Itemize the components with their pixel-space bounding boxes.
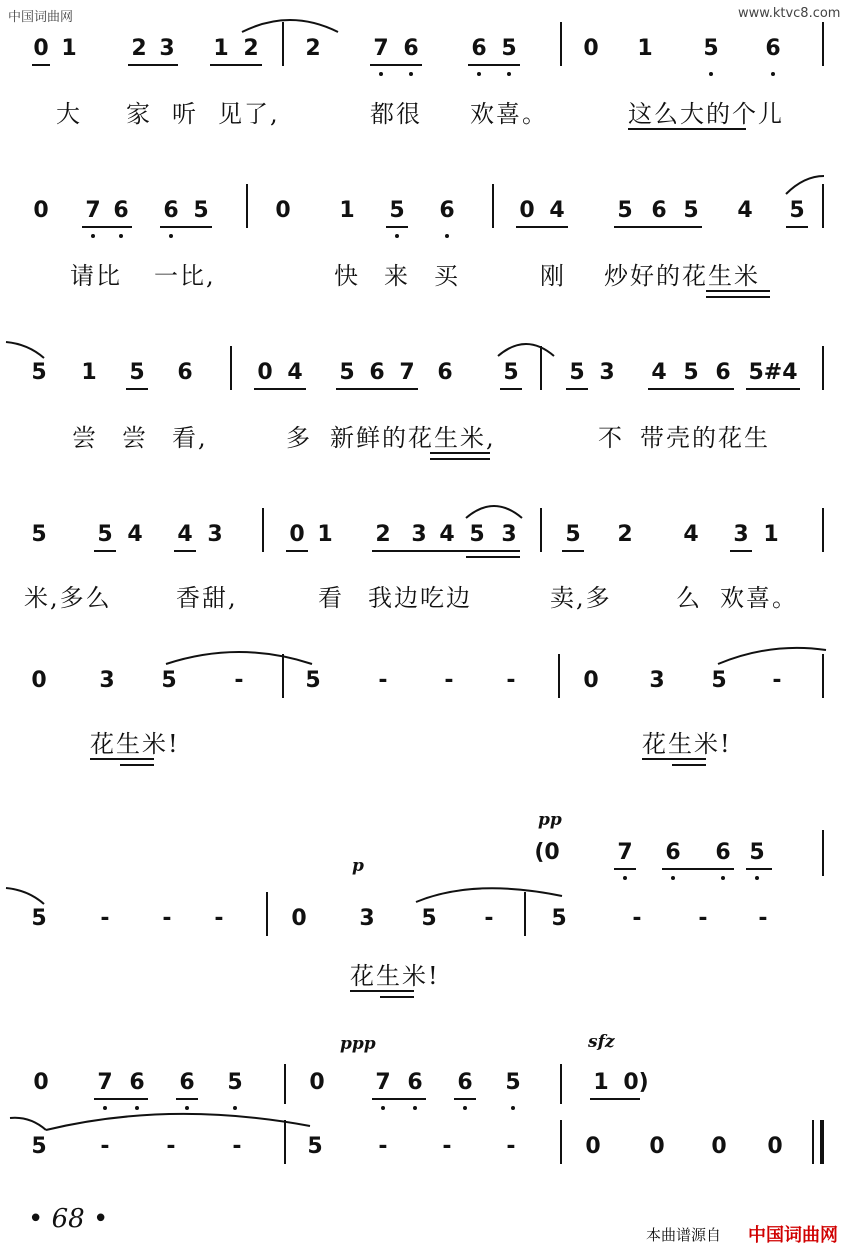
- beam: [730, 550, 752, 552]
- note: 7: [373, 36, 389, 61]
- lyric: 快: [334, 262, 360, 290]
- note: 6: [457, 1070, 473, 1095]
- dynamic-mark: p: [352, 856, 364, 876]
- note: 0: [649, 1134, 665, 1159]
- note: 3: [733, 522, 749, 547]
- note: 2: [243, 36, 259, 61]
- lyric: 不: [598, 424, 624, 452]
- beam: [648, 388, 734, 390]
- lyric: 大: [56, 100, 82, 128]
- lyrics-row-3: [0, 418, 850, 458]
- lyric-underline: [430, 452, 490, 454]
- barline: [246, 184, 248, 228]
- note: 4: [683, 522, 699, 547]
- slur: [784, 176, 824, 196]
- slur: [496, 338, 556, 358]
- notes-row-3: [0, 360, 850, 400]
- note: 5: [565, 522, 581, 547]
- note: -: [378, 668, 388, 693]
- lyric: 听: [172, 100, 198, 128]
- octave-dot: [379, 72, 383, 76]
- lyric: 带壳的花生: [640, 424, 770, 452]
- note: 2: [305, 36, 321, 61]
- lyric: 多: [286, 424, 312, 452]
- watermark-right: www.ktvc8.com: [738, 6, 841, 21]
- lyric: 刚: [540, 262, 566, 290]
- note: 3: [649, 668, 665, 693]
- barline: [822, 346, 824, 390]
- octave-dot: [623, 876, 627, 880]
- slur: [164, 646, 314, 666]
- note: 6: [407, 1070, 423, 1095]
- note: 5: [501, 36, 517, 61]
- note: 4: [127, 522, 143, 547]
- dynamic-mark: sfz: [588, 1032, 615, 1052]
- notes-row-2: [0, 198, 850, 238]
- note: 0: [767, 1134, 783, 1159]
- slur: [6, 340, 46, 360]
- lyric: 我边吃边: [368, 584, 472, 612]
- lyric: 米,多么: [24, 584, 112, 612]
- note: 6: [715, 840, 731, 865]
- note: 5: [31, 906, 47, 931]
- lyric-underline: [706, 296, 770, 298]
- note: 5: [31, 360, 47, 385]
- lyric: 卖,多: [550, 584, 612, 612]
- lyrics-row-6: [0, 956, 850, 996]
- beam: [372, 550, 520, 552]
- octave-dot: [169, 234, 173, 238]
- note: 0: [711, 1134, 727, 1159]
- lyric: 花生米!: [350, 962, 440, 990]
- note: 0: [289, 522, 305, 547]
- note: 3: [359, 906, 375, 931]
- note: 0: [257, 360, 273, 385]
- lyric: 香甜,: [176, 584, 238, 612]
- lyrics-row-1: [0, 94, 850, 134]
- lyric: 新鲜的花生米,: [330, 424, 496, 452]
- beam: [746, 388, 800, 390]
- note: 7: [399, 360, 415, 385]
- source-site: 中国词曲网: [748, 1225, 838, 1246]
- note: 4: [287, 360, 303, 385]
- final-barline-thin: [812, 1120, 814, 1164]
- octave-dot: [511, 1106, 515, 1110]
- note: 2: [131, 36, 147, 61]
- lyric-underline: [672, 764, 706, 766]
- beam: [562, 550, 584, 552]
- note: -: [100, 1134, 110, 1159]
- beam: [466, 556, 520, 558]
- note: 5: [617, 198, 633, 223]
- note: -: [232, 1134, 242, 1159]
- beam: [82, 226, 132, 228]
- note: 1: [339, 198, 355, 223]
- lyric-underline: [430, 458, 490, 460]
- note: 6: [765, 36, 781, 61]
- lyrics-row-2: [0, 256, 850, 296]
- beam: [128, 64, 178, 66]
- note: 5: [389, 198, 405, 223]
- lyric: 炒好的花生米: [604, 262, 760, 290]
- note: 5: [129, 360, 145, 385]
- barline: [540, 508, 542, 552]
- note: -: [214, 906, 224, 931]
- note: -: [378, 1134, 388, 1159]
- note: 1: [317, 522, 333, 547]
- lyric-underline: [628, 128, 746, 130]
- note: 5: [307, 1134, 323, 1159]
- note: 5: [749, 840, 765, 865]
- note: 5: [711, 668, 727, 693]
- note: 6: [369, 360, 385, 385]
- octave-dot: [381, 1106, 385, 1110]
- note: 3: [99, 668, 115, 693]
- lyric-underline: [120, 764, 154, 766]
- lyric-underline: [642, 758, 706, 760]
- source-label: 本曲谱源自: [646, 1226, 722, 1244]
- note: -: [444, 668, 454, 693]
- octave-dot: [413, 1106, 417, 1110]
- lyric: 一比,: [154, 262, 216, 290]
- lyric: 买: [434, 262, 460, 290]
- note: (0: [534, 840, 560, 865]
- barline: [266, 892, 268, 936]
- lyric-underline: [350, 990, 414, 992]
- note: 5: [31, 1134, 47, 1159]
- barline: [558, 654, 560, 698]
- beam: [254, 388, 306, 390]
- note: 6: [437, 360, 453, 385]
- note: 5: [505, 1070, 521, 1095]
- note: 0): [623, 1070, 649, 1095]
- watermark-left: 中国词曲网: [8, 10, 74, 25]
- lyric: 花生米!: [642, 730, 732, 758]
- note: -: [758, 906, 768, 931]
- note: 5: [339, 360, 355, 385]
- beam: [174, 550, 196, 552]
- lyric: 都很: [370, 100, 422, 128]
- lyric: 欢喜。: [720, 584, 798, 612]
- note: 0: [583, 36, 599, 61]
- barline: [560, 1120, 562, 1164]
- lyric-underline: [706, 290, 770, 292]
- beam: [210, 64, 262, 66]
- note: 3: [411, 522, 427, 547]
- note: 5#4: [748, 360, 798, 385]
- note: 6: [665, 840, 681, 865]
- note: 6: [715, 360, 731, 385]
- note: 5: [227, 1070, 243, 1095]
- note: 7: [617, 840, 633, 865]
- note: -: [442, 1134, 452, 1159]
- note: -: [506, 1134, 516, 1159]
- note: 7: [85, 198, 101, 223]
- note: 6: [163, 198, 179, 223]
- octave-dot: [477, 72, 481, 76]
- barline: [822, 508, 824, 552]
- notes-row-4: [0, 522, 850, 562]
- note: -: [100, 906, 110, 931]
- octave-dot: [119, 234, 123, 238]
- note: 0: [309, 1070, 325, 1095]
- note: -: [506, 668, 516, 693]
- beam: [126, 388, 148, 390]
- lyric: 欢喜。: [470, 100, 548, 128]
- note: -: [162, 906, 172, 931]
- upper-voice-row-6: [0, 840, 850, 880]
- note: 7: [375, 1070, 391, 1095]
- octave-dot: [671, 876, 675, 880]
- note: 4: [651, 360, 667, 385]
- beam: [336, 388, 418, 390]
- note: 3: [599, 360, 615, 385]
- note: 6: [651, 198, 667, 223]
- beam: [160, 226, 212, 228]
- notes-row-7: [0, 1134, 850, 1174]
- octave-dot: [709, 72, 713, 76]
- lyrics-row-4: [0, 578, 850, 618]
- note: 1: [637, 36, 653, 61]
- lyric: 么: [676, 584, 702, 612]
- beam: [94, 550, 116, 552]
- beam: [386, 226, 408, 228]
- lyric: 尝: [122, 424, 148, 452]
- note: -: [484, 906, 494, 931]
- slur: [240, 14, 340, 34]
- octave-dot: [721, 876, 725, 880]
- note: 4: [177, 522, 193, 547]
- note: 0: [585, 1134, 601, 1159]
- note: 4: [737, 198, 753, 223]
- lyric-underline: [380, 996, 414, 998]
- note: 5: [503, 360, 519, 385]
- slur: [414, 884, 564, 904]
- octave-dot: [771, 72, 775, 76]
- note: 5: [683, 360, 699, 385]
- note: 5: [97, 522, 113, 547]
- note: 6: [179, 1070, 195, 1095]
- note: 1: [213, 36, 229, 61]
- note: 0: [33, 1070, 49, 1095]
- note: 6: [439, 198, 455, 223]
- note: 0: [33, 36, 49, 61]
- note: 4: [549, 198, 565, 223]
- note: 6: [403, 36, 419, 61]
- note: -: [234, 668, 244, 693]
- barline: [560, 22, 562, 66]
- lyric: 看,: [172, 424, 208, 452]
- barline: [822, 22, 824, 66]
- barline: [262, 508, 264, 552]
- note: 6: [113, 198, 129, 223]
- beam: [468, 64, 520, 66]
- note: -: [166, 1134, 176, 1159]
- lyric: 看: [318, 584, 344, 612]
- note: 2: [617, 522, 633, 547]
- barline: [492, 184, 494, 228]
- octave-dot: [445, 234, 449, 238]
- lyric: 来: [384, 262, 410, 290]
- beam: [786, 226, 808, 228]
- upper-voice-row-7: [0, 1070, 850, 1110]
- note: 6: [129, 1070, 145, 1095]
- final-barline-thick: [820, 1120, 824, 1164]
- note: 5: [161, 668, 177, 693]
- note: 1: [593, 1070, 609, 1095]
- note: 0: [519, 198, 535, 223]
- note: -: [632, 906, 642, 931]
- beam: [566, 388, 588, 390]
- dynamic-mark: pp: [538, 810, 562, 830]
- beam: [746, 868, 772, 870]
- barline: [560, 1064, 562, 1104]
- slur: [464, 500, 524, 520]
- note: 5: [683, 198, 699, 223]
- note: 0: [275, 198, 291, 223]
- barline: [284, 1064, 286, 1104]
- octave-dot: [91, 234, 95, 238]
- lyric: 家: [126, 100, 152, 128]
- beam: [590, 1098, 640, 1100]
- octave-dot: [507, 72, 511, 76]
- note: 7: [97, 1070, 113, 1095]
- note: 1: [81, 360, 97, 385]
- barline: [230, 346, 232, 390]
- lyric: 请比: [70, 262, 122, 290]
- notes-row-6: [0, 906, 850, 946]
- slur: [716, 646, 826, 666]
- note: 0: [583, 668, 599, 693]
- slur: [6, 886, 46, 906]
- beam: [662, 868, 734, 870]
- note: 5: [789, 198, 805, 223]
- barline: [822, 830, 824, 876]
- notes-row-5: [0, 668, 850, 708]
- note: 5: [305, 668, 321, 693]
- note: 5: [703, 36, 719, 61]
- lyric: 见了,: [218, 100, 280, 128]
- note: 3: [159, 36, 175, 61]
- beam: [370, 64, 422, 66]
- lyric-underline: [90, 758, 154, 760]
- octave-dot: [395, 234, 399, 238]
- lyric: 这么大的个儿: [628, 100, 784, 128]
- notes-row-1: [0, 36, 850, 76]
- slur: [10, 1110, 310, 1134]
- note: 6: [471, 36, 487, 61]
- note: 5: [193, 198, 209, 223]
- barline: [284, 1120, 286, 1164]
- beam: [454, 1098, 476, 1100]
- note: 5: [31, 522, 47, 547]
- beam: [614, 868, 636, 870]
- note: 5: [569, 360, 585, 385]
- dynamic-mark: ppp: [340, 1034, 376, 1054]
- note: 5: [421, 906, 437, 931]
- beam: [372, 1098, 426, 1100]
- note: 1: [763, 522, 779, 547]
- beam: [176, 1098, 198, 1100]
- beam: [286, 550, 308, 552]
- beam: [516, 226, 568, 228]
- note: 3: [207, 522, 223, 547]
- note: 2: [375, 522, 391, 547]
- lyric: 尝: [72, 424, 98, 452]
- beam: [614, 226, 702, 228]
- note: 0: [31, 668, 47, 693]
- page-number: • 68 •: [28, 1204, 109, 1234]
- octave-dot: [755, 876, 759, 880]
- note: 6: [177, 360, 193, 385]
- note: -: [698, 906, 708, 931]
- note: 5: [551, 906, 567, 931]
- note: 0: [291, 906, 307, 931]
- beam: [94, 1098, 148, 1100]
- note: 3: [501, 522, 517, 547]
- beam: [500, 388, 522, 390]
- octave-dot: [463, 1106, 467, 1110]
- beam: [32, 64, 50, 66]
- octave-dot: [409, 72, 413, 76]
- lyric: 花生米!: [90, 730, 180, 758]
- note: -: [772, 668, 782, 693]
- note: 5: [469, 522, 485, 547]
- lyrics-row-5: [0, 724, 850, 764]
- note: 1: [61, 36, 77, 61]
- note: 0: [33, 198, 49, 223]
- note: 4: [439, 522, 455, 547]
